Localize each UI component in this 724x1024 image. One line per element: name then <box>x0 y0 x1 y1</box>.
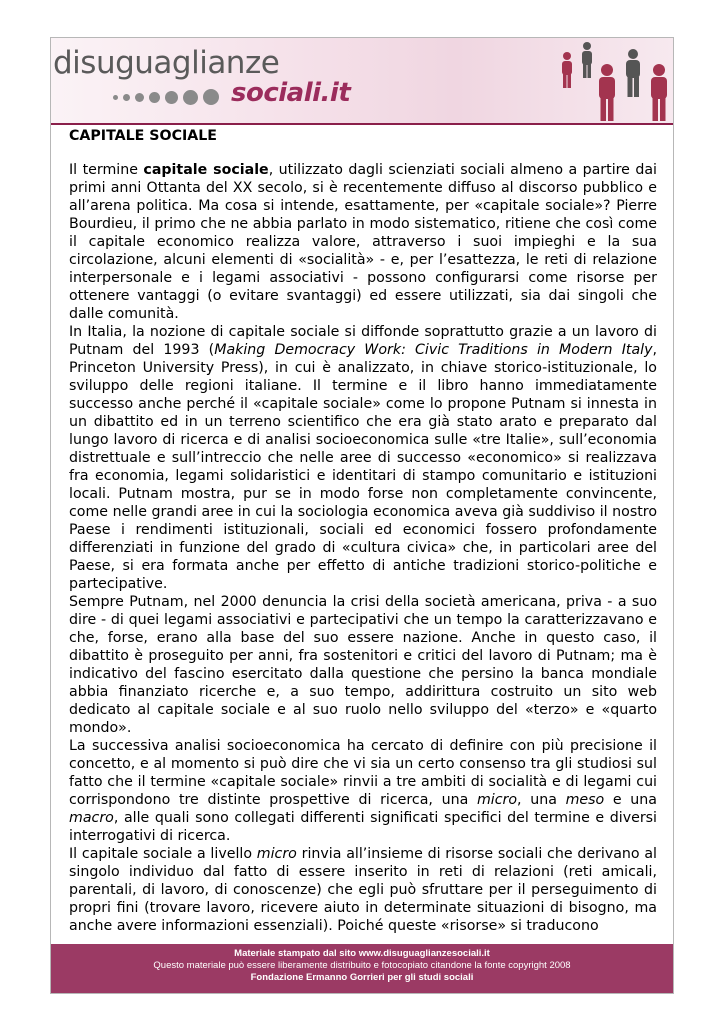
footer-copyright: Questo materiale può essere liberamente distribuito e fotocopiato citandone la fonte copyright 2008 <box>153 960 571 971</box>
paragraph-4: La successiva analisi socioeconomica ha cercato di definire con più precisione il concetto, e al momento si può dire che vi sia un certo consenso tra gli studiosi sul fatto che il termine «capitale sociale» rinvii a tre ambiti di socialità e di legami cui corrispondono tre distinte prospettive di ricerca, una micro, una meso e una macro, alle quali sono collegati differenti significati specifici del termine e diversi interrogativi di ricerca. <box>69 738 657 844</box>
logo-dots <box>113 89 219 105</box>
bold-term: capitale sociale <box>143 162 269 178</box>
people-group-icon <box>559 40 671 122</box>
logo-title: disuguaglianze <box>53 45 280 81</box>
banner-divider <box>51 123 673 125</box>
paragraph-1: Il termine capitale sociale, utilizzato dagli scienziati sociali almeno a partire dai primi anni Ottanta del XX secolo, si è recentemente diffuso al discorso pubblico e all’arena politica. Ma cosa si intende, esattamente, per «capitale sociale»? Pierre Bourdieu, il primo che ne abbia parlato in modo sistematico, ritiene che così come il capitale economico realizza valore, attraverso i suoi impieghi e la sua circolazione, alcuni elementi di «socialità» - e, per l’esattezza, le reti di relazione interpersonale e i legami associativi - possono configurarsi come risorse per ottenere vantaggi (o evitare svantaggi) ed essere utilizzati, sia dai singoli che dalle comunità. <box>69 162 658 322</box>
paragraph-3: Sempre Putnam, nel 2000 denuncia la crisi della società americana, priva - a suo dire - di quei legami associativi e partecipativi che un tempo la caratterizzavano e che, forse, erano alla base del suo essere nazione. Anche in questo caso, il dibattito è proseguito per anni, fra sostenitori e critici del lavoro di Putnam; ma è indicativo del fascino esercitato dalla questione che persino la banca mondiale abbia finanziato ricerche e, a suo tempo, addirittura costruito un sito web dedicato al capitale sociale e al suo ruolo nello sviluppo del «terzo» e «quarto mondo». <box>69 594 657 736</box>
logo-subtitle: sociali.it <box>231 78 351 108</box>
page-frame <box>50 37 674 994</box>
document-title: CAPITALE SOCIALE <box>69 128 217 144</box>
site-banner <box>51 38 673 123</box>
footer-foundation: Fondazione Ermanno Gorrieri per gli studi sociali <box>250 972 474 983</box>
paragraph-2: In Italia, la nozione di capitale sociale si diffonde soprattutto grazie a un lavoro di Putnam del 1993 (Making Democracy Work: Civic Traditions in Modern Italy, Princeton University Press), in cui è analizzato, in chiave storico-istituzionale, lo sviluppo delle regioni italiane. Il termine e il libro hanno immediatamente successo anche perché il «capitale sociale» come lo propone Putnam si innesta in un dibattito ed in un terreno scientifico che era già stato arato e preparato dal lungo lavoro di ricerca e di analisi socioeconomica sulle «tre Italie», sull’economia distrettuale e sull’intreccio che nelle aree di successo «economico» si realizzava fra economia, legami solidaristici e identitari di stampo comunitario e istituzioni locali. Putnam mostra, pur se in modo forse non completamente convincente, come nelle grandi aree in cui la sociologia economica aveva già suddiviso il nostro Paese i rendimenti istituzionali, sociali ed economici fossero profondamente differenziati in funzione del grado di «cultura civica» che, in particolari aree del Paese, si era formata anche per effetto di antiche tradizioni storico-politiche e partecipative. <box>69 324 657 592</box>
document-body <box>69 126 657 935</box>
page-footer <box>51 944 673 993</box>
paragraph-5: Il capitale sociale a livello micro rinvia all’insieme di risorse sociali che derivano al singolo individuo dal fatto di essere inserito in reti di relazioni (reti amicali, parentali, di lavoro, di conoscenze) che egli può sfruttare per il perseguimento di propri fini (trovare lavoro, ricevere aiuto in determinate situazioni di bisogno, ma anche avere informazioni essenziali). Poiché queste «risorse» si traducono <box>69 846 657 934</box>
book-title: Making Democracy Work: Civic Traditions in Modern Italy <box>214 342 653 358</box>
footer-source: Materiale stampato dal sito www.disuguaglianzesociali.it <box>234 948 490 959</box>
